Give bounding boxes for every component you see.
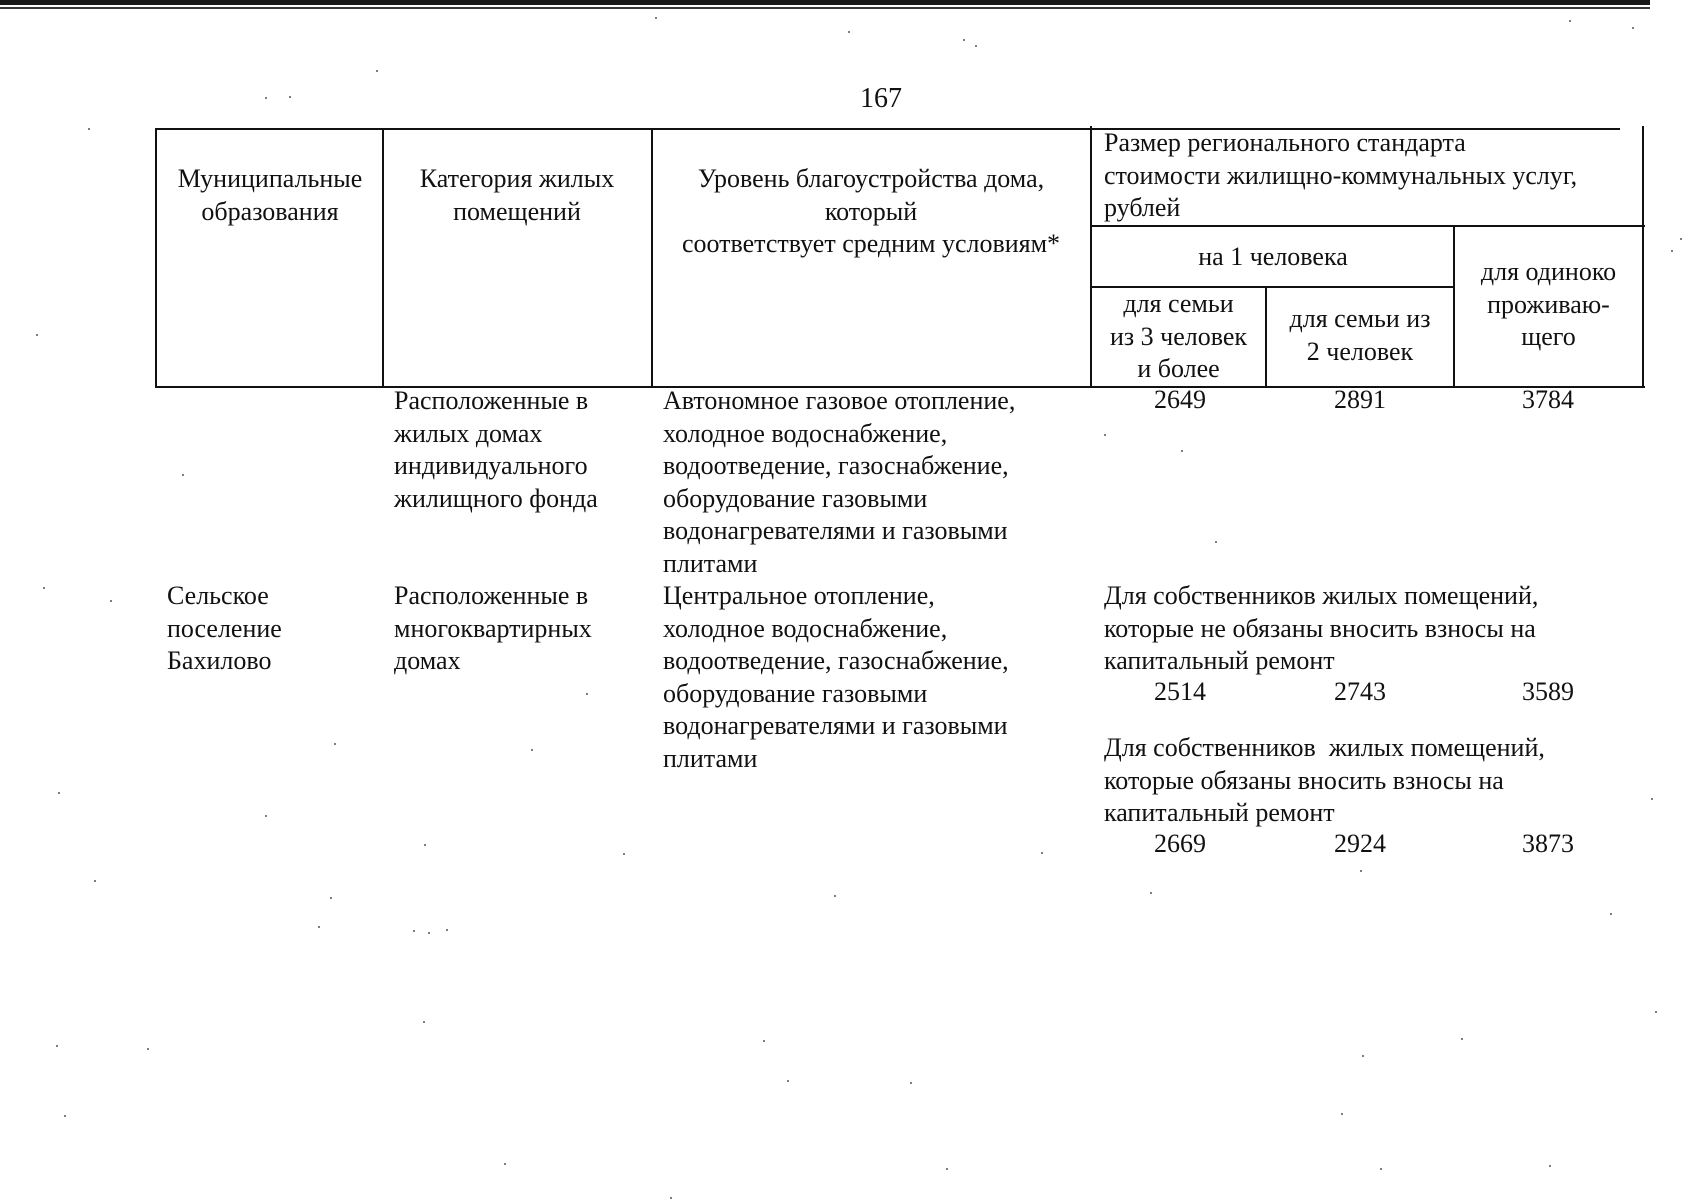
row2-group1-value-family3: 2514 — [1154, 677, 1206, 706]
table-border-left — [155, 128, 157, 388]
header-category: Категория жилых помещений — [419, 164, 615, 226]
col-divider-1 — [382, 128, 384, 388]
row2-note-no-repair-fee: Для собственников жилых помещений, которые не обязаны вносить взносы на капитальный ремонт — [1104, 581, 1539, 675]
row2-group2-value-single: 3873 — [1522, 829, 1574, 858]
row2-municipality: Сельское поселение Бахилово — [167, 581, 282, 675]
standard-sub-divider — [1090, 225, 1645, 227]
row2-group2-value-family3: 2669 — [1154, 829, 1206, 858]
row2-group1-value-single: 3589 — [1522, 677, 1574, 706]
row1-category: Расположенные в жилых домах индивидуального жилищного фонда — [394, 386, 598, 513]
row2-category: Расположенные в многоквартирных домах — [394, 581, 592, 675]
header-level: Уровень благоустройства дома, который соответствует средним условиям* — [681, 164, 1061, 258]
header-per-person: на 1 человека — [1198, 242, 1348, 271]
row2-note-with-repair-fee: Для собственников жилых помещений, которые обязаны вносить взносы на капитальный ремонт — [1104, 733, 1545, 827]
col-divider-2 — [651, 128, 653, 388]
row1-value-family2: 2891 — [1334, 385, 1386, 414]
row2-level: Центральное отопление, холодное водоснабжение, водоотведение, газоснабжение, оборудование газовыми водонагревателями и газовыми плитами — [663, 581, 1009, 773]
header-standard: Размер регионального стандарта стоимости жилищно-коммунальных услуг, рублей — [1104, 128, 1578, 222]
row1-value-single: 3784 — [1522, 385, 1574, 414]
table-border-right — [1642, 126, 1644, 388]
scan-edge — [0, 0, 1650, 5]
row1-level: Автономное газовое отопление, холодное водоснабжение, водоотведение, газоснабжение, оборудование газовыми водонагревателями и газовыми плитами — [663, 386, 1016, 578]
page-number: 167 — [860, 83, 902, 114]
row2-group2-value-family2: 2924 — [1334, 829, 1386, 858]
row1-value-family3: 2649 — [1154, 385, 1206, 414]
header-municipality: Муниципальные образования — [177, 164, 363, 226]
scan-edge-secondary — [0, 7, 1650, 9]
row2-group1-value-family2: 2743 — [1334, 677, 1386, 706]
header-single: для одиноко проживаю- щего — [1480, 257, 1617, 351]
header-family2: для семьи из 2 человек — [1289, 304, 1431, 366]
header-family3: для семьи из 3 человек и более — [1109, 289, 1248, 383]
